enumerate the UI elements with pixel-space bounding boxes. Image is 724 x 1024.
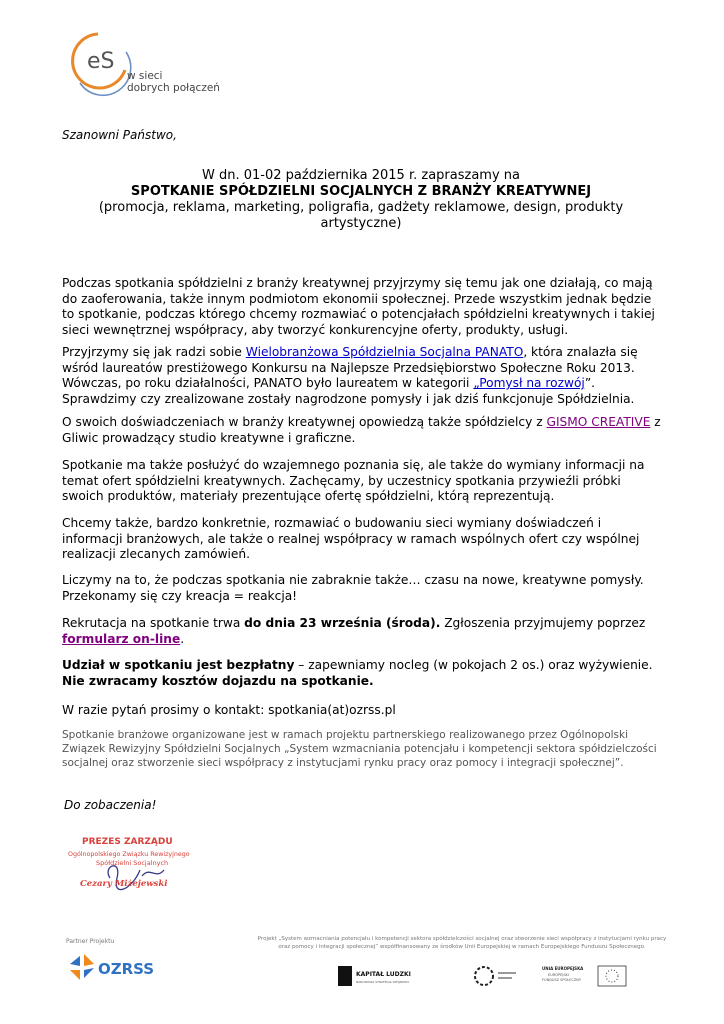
paragraph-7 [62, 616, 662, 647]
logo-tagline-line1: w sieci [127, 70, 163, 82]
eu-line3: FUNDUSZ SPOŁECZNY [542, 978, 582, 982]
paragraph-4: Spotkanie ma także posłużyć do wzajemnego poznania się, ale także do wymiany informacji na temat ofert spółdzielni kreatywnych. Zachęcamy, by uczestnicy spotkania przywieźli próbki swoich produktów, materiały prezentujące ofertę spółdzielni, którą reprezentują. [62, 458, 645, 503]
pomysl-na-rozwoj-link[interactable]: „Pomysł na rozwój [473, 376, 585, 390]
p3-text-a: O swoich doświadczeniach w branży kreatywnej opowiedzą także spółdzielcy z [62, 415, 547, 429]
kapital-ludzki-logo [336, 962, 426, 990]
logo-mark: eS [87, 49, 115, 74]
paragraph-1: Podczas spotkania spółdzielni z branży kreatywnej przyjrzymy się temu jak one działają, co mają do zaoferowania, także innym podmiotom ekonomii społecznej. Przede wszystkim jednak będzie to spotkanie, podczas którego chcemy rozmawiać o potencjałach spółdzielni kreatywnych i takiej sieci wewnętrznej współpracy, aby tworzyć konkurencyjne oferty, produkty, usługi. [62, 276, 655, 337]
eu-line2: EUROPEJSKI [548, 973, 569, 977]
signature-stamp [62, 818, 212, 918]
panato-link[interactable]: Wielobranżowa Spółdzielnia Socjalna PANATO [245, 345, 524, 359]
p8-text: – zapewniamy nocleg (w pokojach 2 os.) oraz wyżywienie. [294, 658, 653, 672]
p7-text-c: . [180, 631, 185, 646]
no-travel-refund: Nie zwracamy kosztów dojazdu na spotkanie. [62, 673, 374, 688]
stamp-name: Cezary Miżejewski [80, 879, 168, 889]
p7-text-b: Zgłoszenia przyjmujemy poprzez [440, 616, 646, 630]
partner-label: Partner Projektu [66, 938, 115, 945]
kl-title: KAPITAŁ LUDZKI [356, 971, 411, 978]
intro-line: W dn. 01-02 października 2015 r. zapraszamy na [202, 168, 520, 183]
footer-project-note: Projekt „System wzmacniania potencjału i kompetencji sektora spółdzielczości socjalnej oraz stworzenie sieci współpracy z instytucjami rynku pracy oraz pomocy i integracji społecznej” współfinansowany ze środków Unii Europejskiej w ramach Europejskiego Funduszu Społecznego. [257, 936, 667, 950]
online-form-link[interactable]: formularz on-line [62, 631, 181, 646]
free-participation: Udział w spotkaniu jest bezpłatny [62, 658, 295, 672]
p2-text-a: Przyjrzymy się jak radzi sobie [62, 345, 246, 359]
kl-sub: NARODOWA STRATEGIA SPÓJNOŚCI [356, 980, 410, 984]
gismo-creative-link[interactable]: GISMO CREATIVE [546, 415, 651, 429]
stamp-line2: Ogólnopolskiego Związku Rewizyjnego [68, 851, 190, 858]
eu-line1: UNIA EUROPEJSKA [542, 966, 584, 971]
p2-text-b: , która znalazła się wśród laureatów prestiżowego Konkursu na Najlepsze Przedsiębiorstwo Społeczne Roku 2013. Wówczas, po roku działalności, PANATO było laureatem w kategorii [62, 345, 638, 390]
registration-deadline: do dnia 23 września (środa). [244, 616, 441, 630]
event-title: SPOTKANIE SPÓŁDZIELNI SOCJALNYCH Z BRANŻY KREATYWNEJ [130, 184, 592, 199]
logo-tagline-line2: dobrych połączeń [127, 82, 220, 94]
ozrss-name: OZRSS [98, 960, 155, 978]
project-note: Spotkanie branżowe organizowane jest w ramach projektu partnerskiego realizowanego przez Ogólnopolski Związek Rewizyjny Spółdzielni Socjalnych „System wzmacniania potencjału i kompetencji sektora spółdzielczości socjalnej oraz stworzenie sieci współpracy z instytucjami rynku pracy oraz pomocy i integracji społecznej”. [62, 729, 657, 769]
paragraph-6: Liczymy na to, że podczas spotkania nie zabraknie także… czasu na nowe, kreatywne pomysły. Przekonamy się czy kreacja = reakcja! [62, 573, 644, 603]
logo-tagline [127, 70, 220, 94]
invitation-header [62, 168, 660, 232]
p2-text-c: ”. Sprawdzimy czy zrealizowane zostały nagrodzone pomysły i jak dziś funkcjonuje Spółdzielnia. [62, 376, 635, 406]
stamp-line3: Spółdzielni Socjalnych [96, 859, 169, 867]
paragraph-8 [62, 658, 662, 689]
paragraph-5: Chcemy także, bardzo konkretnie, rozmawiać o budowaniu sieci wymiany doświadczeń i informacji branżowych, ale także o realnej współpracy w ramach wspólnych ofert czy wspólnej realizacji zlecanych zamówień. [62, 516, 640, 561]
ozrss-logo [66, 950, 176, 990]
paragraph-2 [62, 345, 662, 407]
salutation: Szanowni Państwo, [62, 128, 177, 142]
paragraph-3 [62, 415, 662, 446]
stamp-line1: PREZES ZARZĄDU [82, 837, 173, 847]
closing: Do zobaczenia! [64, 798, 157, 812]
event-subtitle: (promocja, reklama, marketing, poligrafia, gadżety reklamowe, design, produkty artystyczne) [98, 200, 624, 231]
ozrss-project-logo [470, 962, 520, 990]
eu-logo [540, 962, 635, 990]
p7-text-a: Rekrutacja na spotkanie trwa [62, 616, 245, 630]
contact-line: W razie pytań prosimy o kontakt: spotkania(at)ozrss.pl [62, 703, 396, 717]
p3-text-b: z Gliwic prowadzący studio kreatywne i graficzne. [62, 415, 661, 445]
